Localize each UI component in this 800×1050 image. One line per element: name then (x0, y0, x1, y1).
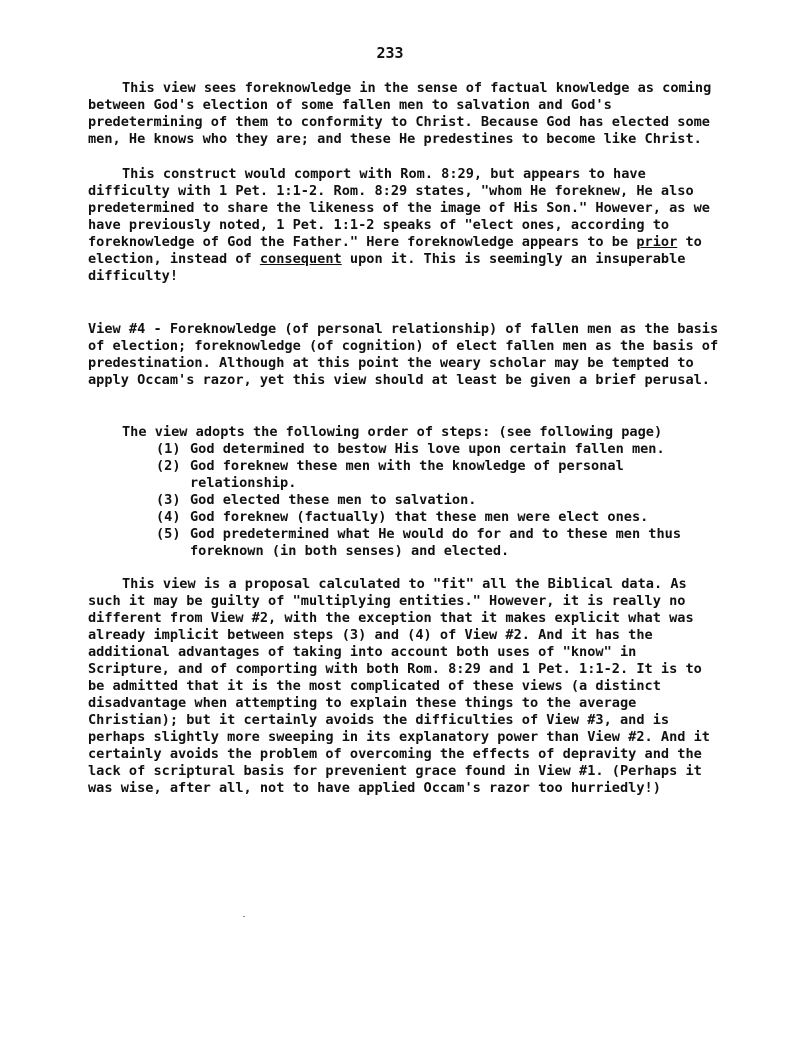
step-text: God determined to bestow His love upon certain fallen men. (190, 441, 665, 457)
step-number: (1) (156, 441, 181, 457)
step-text: God predetermined what He would do for and to these men thus foreknown (in both senses) and elected. (190, 526, 682, 559)
paragraph-text-segment: This construct would comport with Rom. 8:29, but appears to have difficulty with 1 Pet. 1:1-2. Rom. 8:29 states, "whom He foreknew, He also predetermined to share the likeness of the image of His Son." However, as we have previously noted, 1 Pet. 1:1-2 speaks of "elect ones, according to foreknowledge of God the Father." Here foreknowledge appears to be (88, 166, 710, 250)
step-text: God foreknew (factually) that these men were elect ones. (190, 509, 649, 525)
scan-speck (243, 916, 245, 917)
step-item (156, 458, 716, 492)
paragraph-view4-evaluation: This view is a proposal calculated to "fit" all the Biblical data. As such it may be guilty of "multiplying entities." However, it is really no different from View #2, with the exception that it makes explicit what was already implicit between steps (3) and (4) of View #2. And it has the additional advantages of taking into account both uses of "know" in Scripture, and of comporting with both Rom. 8:29 and 1 Pet. 1:1-2. It is to be admitted that it is the most complicated of these views (a distinct disadvantage when attempting to explain these things to the average Christian); but it certainly avoids the difficulties of View #3, and is perhaps slightly more sweeping in its explanatory power than View #2. And it certainly avoids the problem of overcoming the effects of depravity and the lack of scriptural basis for prevenient grace found in View #1. (Perhaps it was wise, after all, not to have applied Occam's razor too hurriedly!) (88, 576, 710, 796)
step-number: (2) (156, 458, 181, 474)
step-number: (5) (156, 526, 181, 542)
step-number: (3) (156, 492, 181, 508)
underlined-word-consequent: consequent (259, 251, 342, 267)
paragraph-text-segment: upon it. This is seemingly an insuperable difficulty! (88, 251, 686, 284)
paragraph-view4-heading: View #4 - Foreknowledge (of personal relationship) of fallen men as the basis of election; foreknowledge (of cognition) of elect fallen men as the basis of predestination. Although at this point the weary scholar may be tempted to apply Occam's razor, yet this view should at least be given a brief perusal. (88, 321, 719, 388)
step-number: (4) (156, 509, 181, 525)
steps-list (156, 441, 716, 560)
page-number: 233 (376, 44, 404, 62)
step-item (156, 492, 716, 509)
step-item (156, 509, 716, 526)
step-text: God foreknew these men with the knowledge of personal relationship. (190, 458, 624, 491)
step-text: God elected these men to salvation. (190, 492, 477, 508)
paragraph-view3-difficulty (88, 166, 720, 285)
underlined-word-prior: prior (636, 234, 678, 250)
step-item (156, 441, 716, 458)
paragraph-view3-summary: This view sees foreknowledge in the sense of factual knowledge as coming between God's election of some fallen men to salvation and God's predetermining of them to conformity to Christ. Because God has elected some men, He knows who they are; and these He predestines to become like Christ. (88, 80, 712, 147)
step-item (156, 526, 716, 560)
paragraph-steps-intro: The view adopts the following order of steps: (see following page) (122, 424, 663, 440)
paragraph-text-segment: to election, instead of (88, 234, 702, 267)
